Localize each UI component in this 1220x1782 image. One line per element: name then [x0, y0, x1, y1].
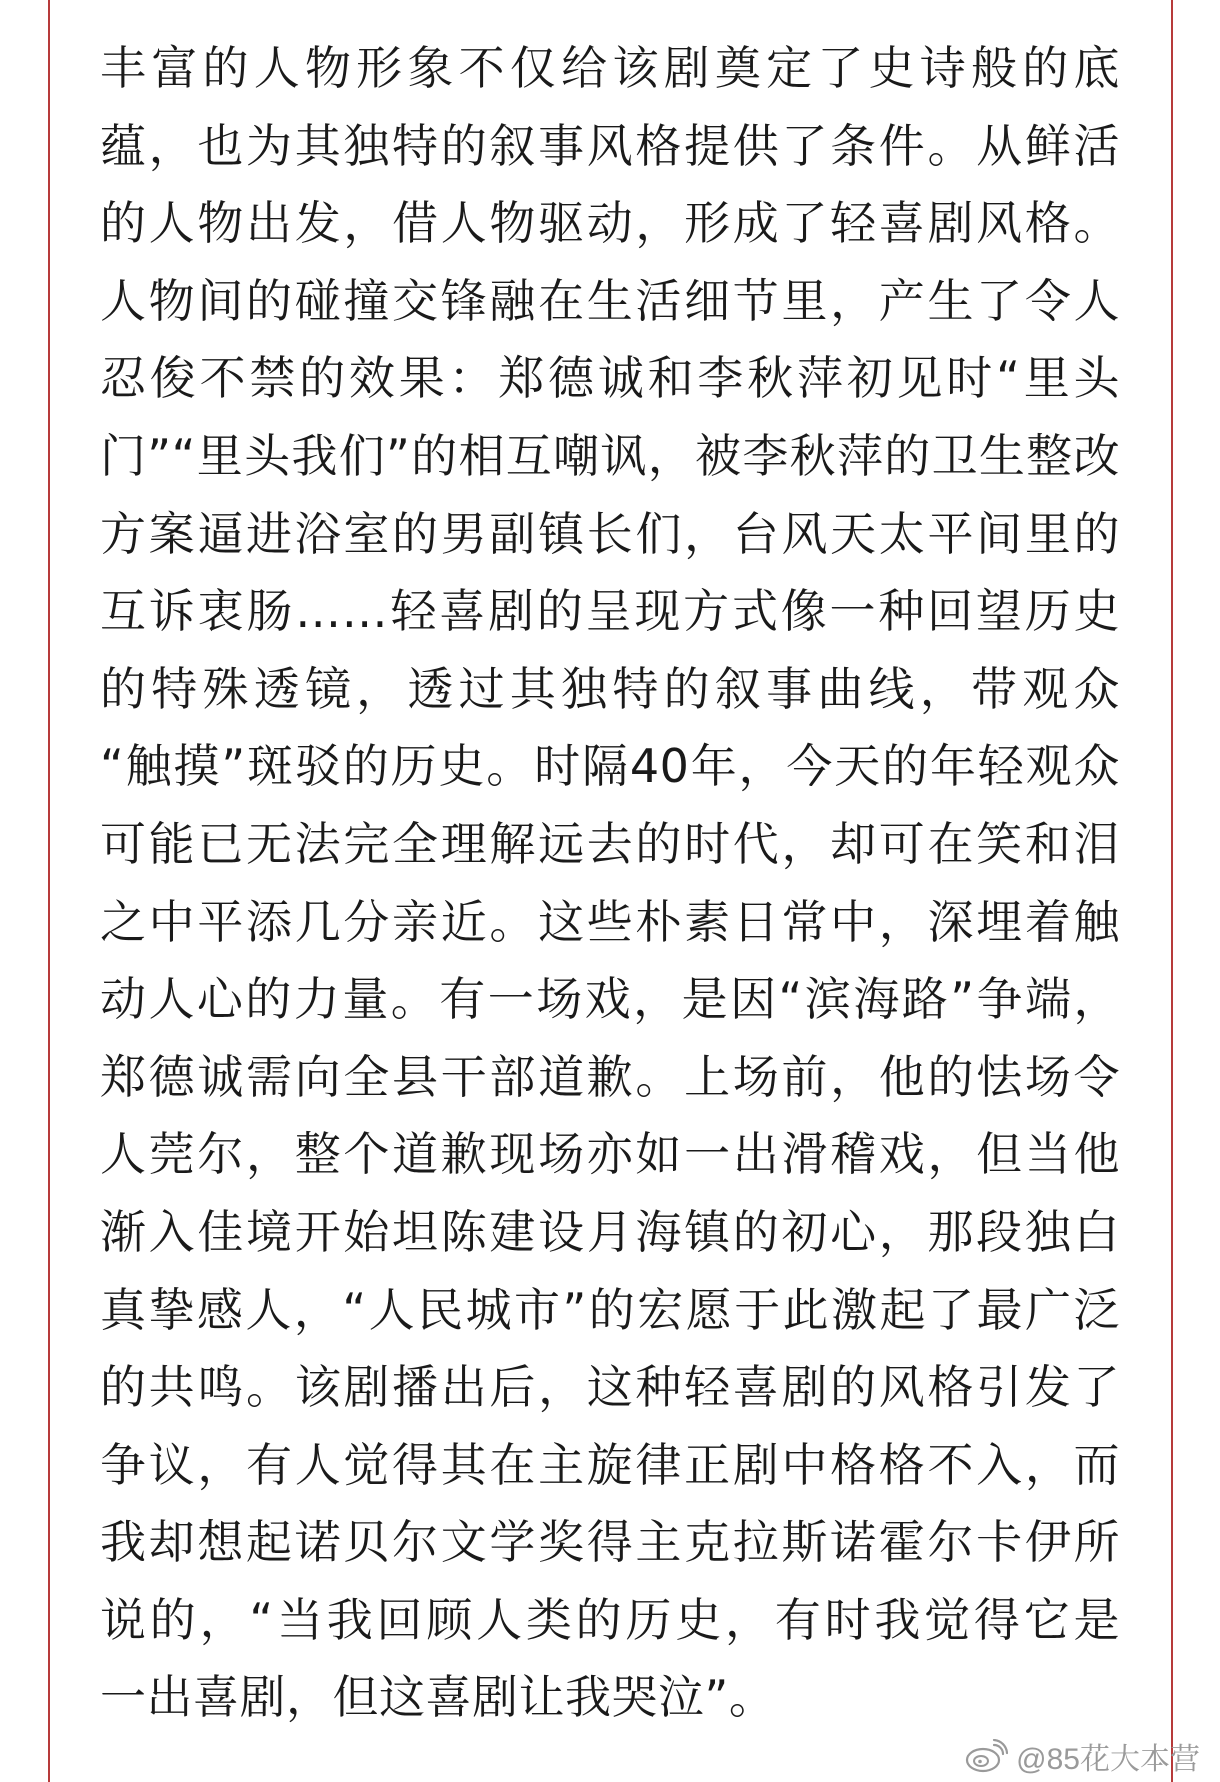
article-line: 的特殊透镜，透过其独特的叙事曲线，带观众 — [100, 661, 1120, 716]
article-line: 渐入佳境开始坦陈建设月海镇的初心，那段独白 — [100, 1204, 1120, 1259]
page-border-left — [48, 0, 50, 1782]
article-line: 忍俊不禁的效果：郑德诚和李秋萍初见时“里头 — [100, 351, 1120, 406]
article-line: 人物间的碰撞交锋融在生活细节里，产生了令人 — [100, 273, 1120, 328]
article-line: 互诉衷肠……轻喜剧的呈现方式像一种回望历史 — [100, 584, 1120, 639]
article-line: 动人心的力量。有一场戏，是因“滨海路”争端， — [100, 972, 1120, 1027]
article-line-last: 一出喜剧，但这喜剧让我哭泣”。 — [100, 1670, 776, 1725]
weibo-icon — [964, 1739, 1008, 1773]
article-line: 方案逼进浴室的男副镇长们，台风天太平间里的 — [100, 506, 1120, 561]
page-border-right — [1171, 0, 1173, 1782]
article-line: 争议，有人觉得其在主旋律正剧中格格不入，而 — [100, 1437, 1120, 1492]
article-line: 我却想起诺贝尔文学奖得主克拉斯诺霍尔卡伊所 — [100, 1515, 1120, 1570]
article-line: 真挚感人，“人民城市”的宏愿于此激起了最广泛 — [100, 1282, 1120, 1337]
article-line: 丰富的人物形象不仅给该剧奠定了史诗般的底 — [100, 41, 1120, 95]
article-line: 门”“里头我们”的相互嘲讽，被李秋萍的卫生整改 — [100, 428, 1120, 483]
article-body — [100, 30, 1120, 1737]
watermark — [964, 1736, 1200, 1776]
article-line: 的共鸣。该剧播出后，这种轻喜剧的风格引发了 — [100, 1360, 1120, 1415]
article-line: 可能已无法完全理解远去的时代，却可在笑和泪 — [100, 816, 1120, 871]
watermark-text: @85花大本营 — [1016, 1743, 1200, 1776]
article-line: 说的，“当我回顾人类的历史，有时我觉得它是 — [100, 1592, 1120, 1647]
article-line: 蕴，也为其独特的叙事风格提供了条件。从鲜活 — [100, 118, 1120, 173]
article-line: 之中平添几分亲近。这些朴素日常中，深埋着触 — [100, 894, 1120, 949]
article-line: “触摸”斑驳的历史。时隔40年，今天的年轻观众 — [100, 739, 1120, 794]
article-line: 郑德诚需向全县干部道歉。上场前，他的怯场令 — [100, 1049, 1120, 1104]
article-line: 人莞尔，整个道歉现场亦如一出滑稽戏，但当他 — [100, 1127, 1120, 1182]
article-line: 的人物出发，借人物驱动，形成了轻喜剧风格。 — [100, 196, 1120, 251]
